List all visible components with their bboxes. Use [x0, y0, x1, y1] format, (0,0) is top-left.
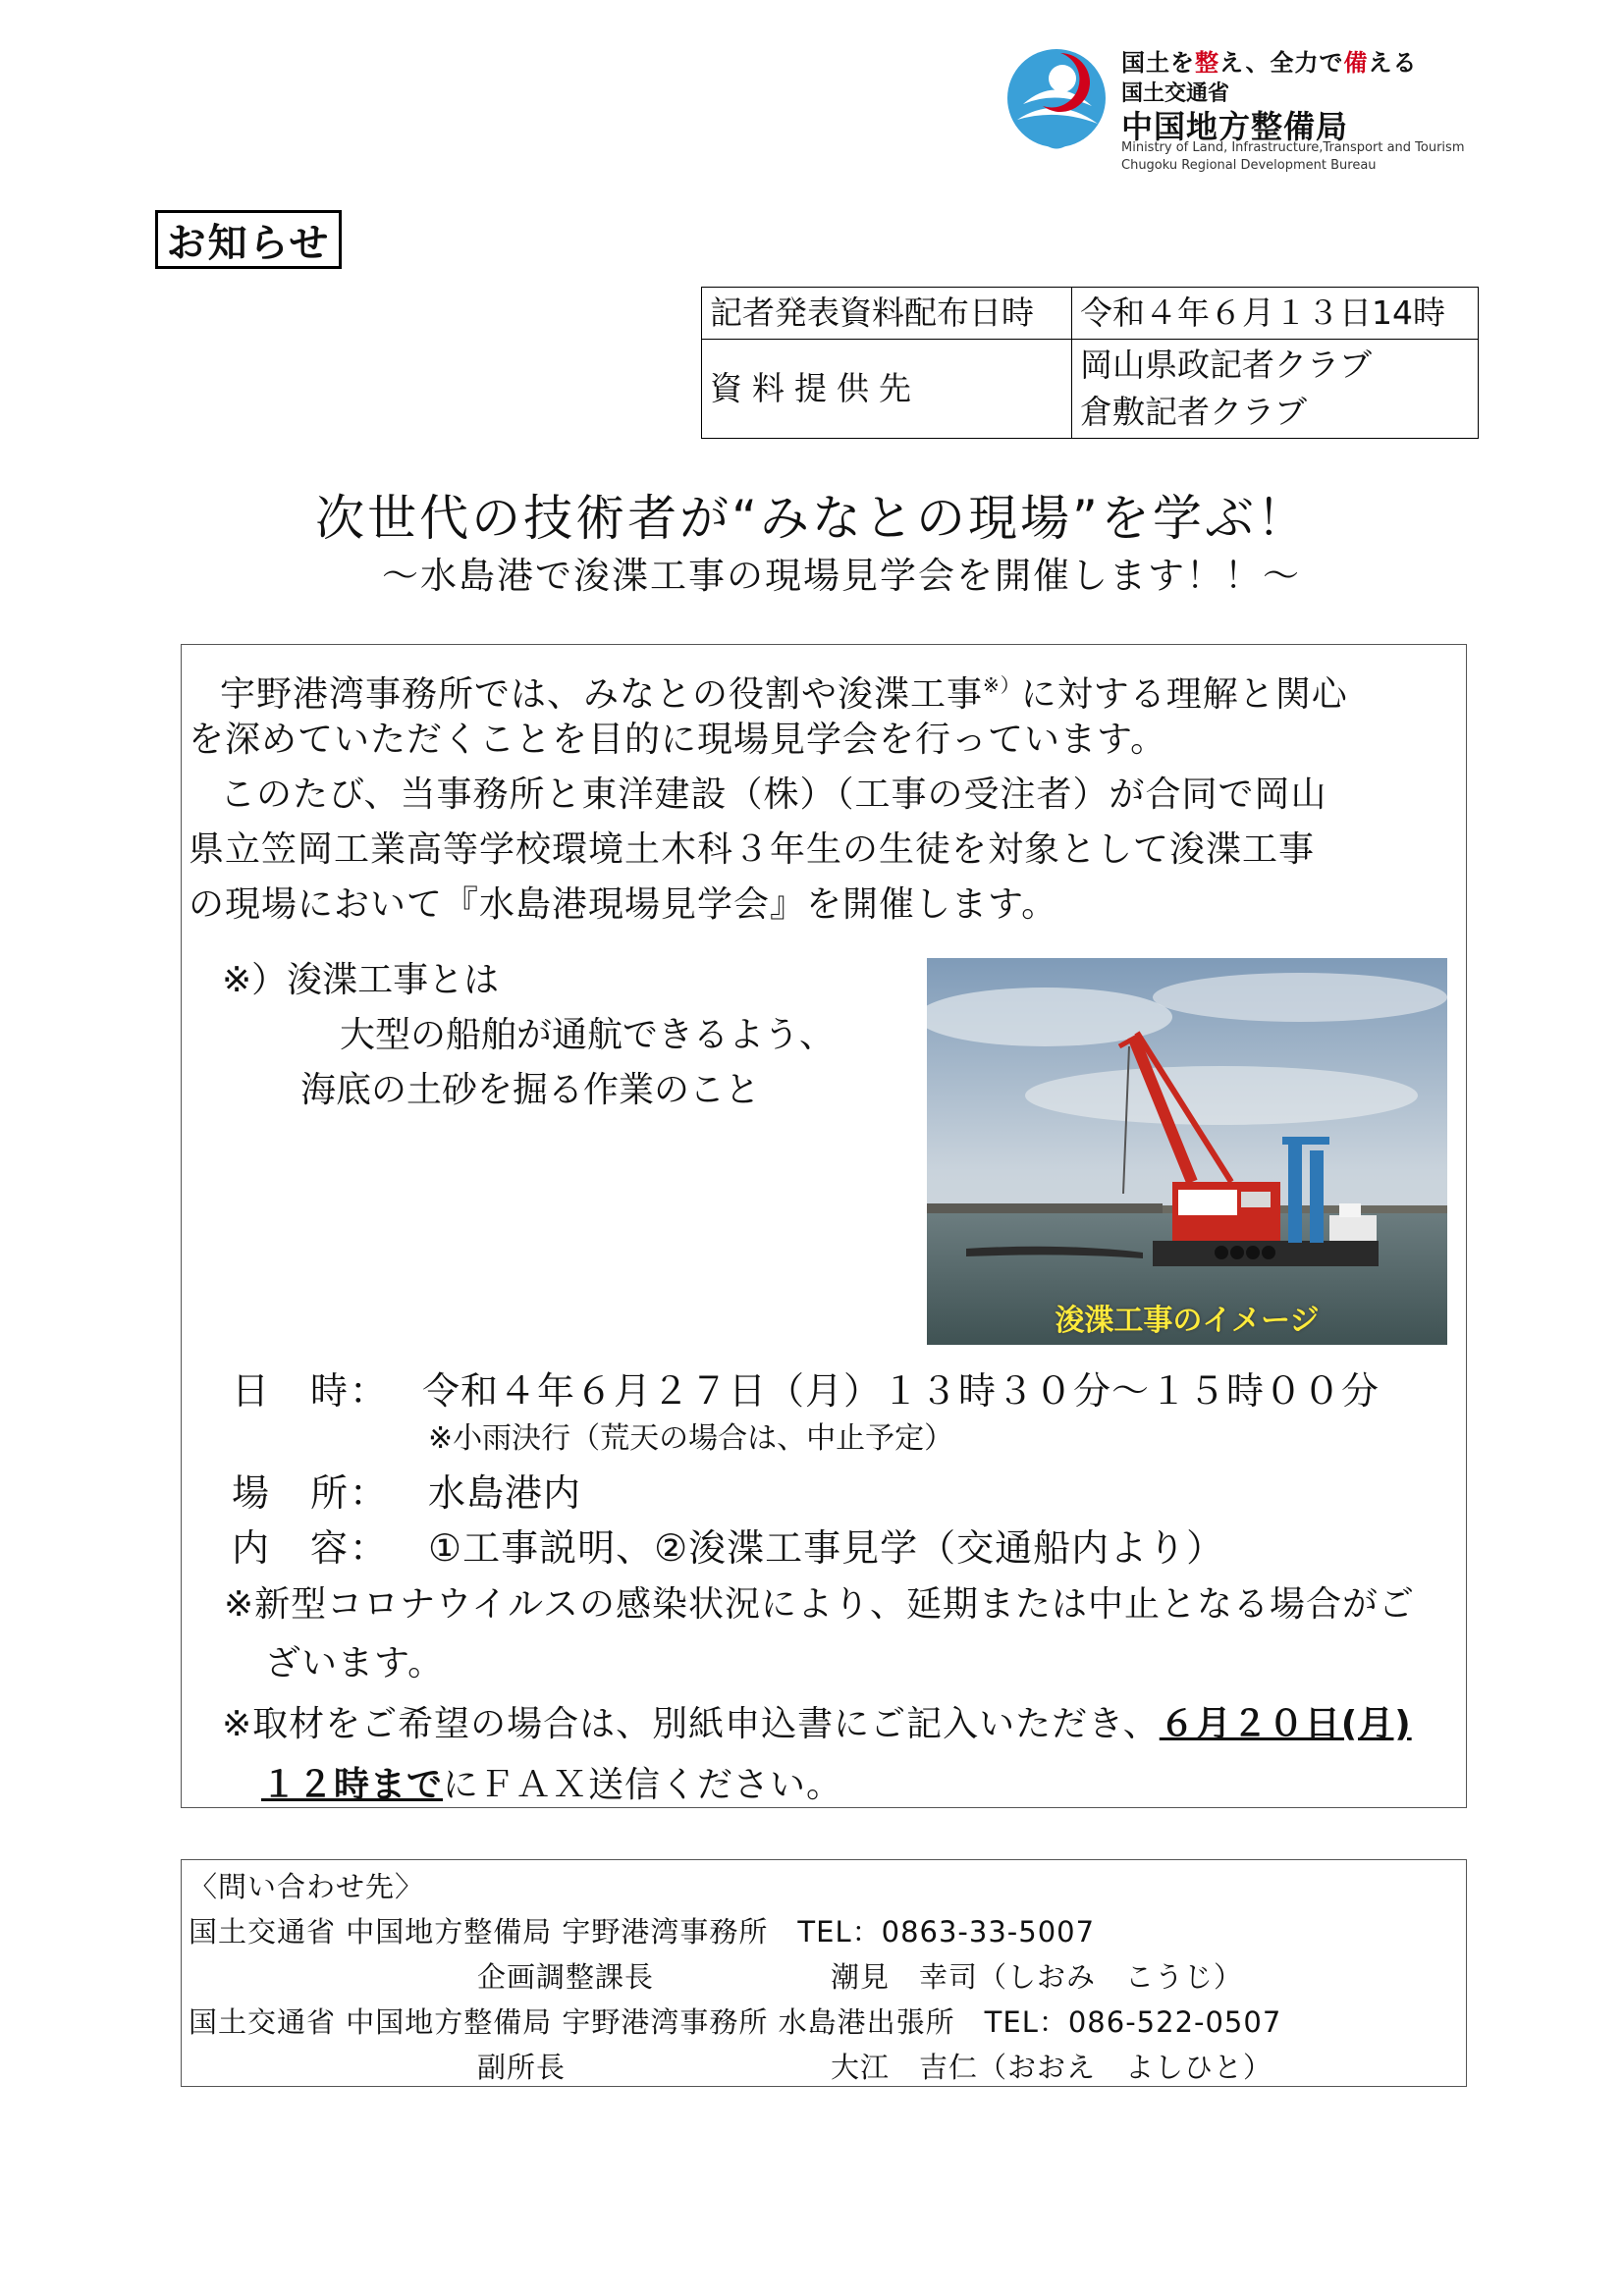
release-date-label: 記者発表資料配布日時 [702, 288, 1072, 340]
event-content-value: ①工事説明、②浚渫工事見学（交通船内より） [428, 1526, 1225, 1570]
event-place-label: 場 所： [232, 1471, 390, 1515]
body-paragraph-1-line-1: 宇野港湾事務所では、みなとの役割や浚渫工事※）に対する理解と関心 [220, 673, 1348, 715]
event-content-label: 内 容： [232, 1526, 390, 1570]
recipient-label: 資料提供先 [702, 340, 1072, 439]
bureau-slogan: 国土を整え、全力で備える [1121, 49, 1418, 77]
contact-person-1-name: 潮見 幸司（しおみ こうじ） [831, 1960, 1244, 1994]
release-date-value: 令和４年６月１３日14時 [1072, 288, 1479, 340]
table-row [702, 340, 1479, 439]
contact-office-1: 国土交通省 中国地方整備局 宇野港湾事務所 TEL：0863-33-5007 [189, 1915, 1096, 1949]
table-row [702, 288, 1479, 340]
contact-office-2: 国土交通省 中国地方整備局 宇野港湾事務所 水島港出張所 TEL：086-522-0507 [189, 2005, 1282, 2039]
contact-person-2-name: 大江 吉仁（おおえ よしひと） [831, 2051, 1273, 2084]
press-note-line-1: ※取材をご希望の場合は、別紙申込書にご記入いただき、６月２０日(月) [222, 1704, 1412, 1744]
release-info-table [701, 287, 1479, 439]
body-paragraph-2-line-2: 県立笠岡工業高等学校環境土木科３年生の生徒を対象として浚渫工事 [189, 829, 1316, 870]
bureau-logo-mark [1003, 45, 1110, 163]
contact-person-2-title: 副所長 [477, 2051, 567, 2084]
ministry-english-name: Ministry of Land, Infrastructure,Transport and Tourism [1121, 140, 1465, 155]
press-note-line-2: １２時までにＦＡＸ送信ください。 [261, 1765, 843, 1805]
rain-note: ※小雨決行（荒天の場合は、中止予定） [428, 1421, 954, 1456]
recipient-item: 岡山県政記者クラブ [1080, 346, 1372, 384]
contact-person-1-title: 企画調整課長 [477, 1960, 655, 1994]
recipient-item: 倉敷記者クラブ [1080, 393, 1307, 431]
covid-note-line-1: ※新型コロナウイルスの感染状況により、延期または中止となる場合がご [224, 1584, 1416, 1625]
event-place-value: 水島港内 [428, 1471, 582, 1515]
recipient-values [1072, 340, 1479, 439]
contact-heading: 〈問い合わせ先〉 [189, 1870, 425, 1903]
deadline-date: ６月２０日(月) [1159, 1704, 1412, 1744]
ministry-name: 国土交通省 [1121, 81, 1230, 106]
body-paragraph-2-line-3: の現場において『水島港現場見学会』を開催します。 [189, 884, 1058, 925]
covid-note-line-2: ざいます。 [265, 1643, 445, 1683]
page-subtitle: ～水島港で浚渫工事の現場見学会を開催します！！～ [382, 555, 1301, 597]
page-title: 次世代の技術者が“みなとの現場”を学ぶ！ [315, 490, 1309, 547]
footnote-line-1: 大型の船舶が通航できるよう、 [340, 1015, 836, 1055]
photo-caption: 浚渫工事のイメージ [1055, 1304, 1320, 1338]
event-date-value: 令和４年６月２７日（月）１３時３０分～１５時００分 [422, 1369, 1380, 1413]
footnote-title: ※）浚渫工事とは [222, 960, 500, 1000]
body-paragraph-2-line-1: このたび、当事務所と東洋建設（株）（工事の受注者）が合同で岡山 [220, 774, 1327, 815]
body-paragraph-1-line-2: を深めていただくことを目的に現場見学会を行っています。 [189, 720, 1167, 760]
event-date-label: 日 時： [232, 1369, 390, 1413]
dredging-work-photo [927, 958, 1447, 1345]
bureau-english-name: Chugoku Regional Development Bureau [1121, 158, 1377, 173]
footnote-line-2: 海底の土砂を掘る作業のこと [300, 1070, 761, 1110]
bureau-name: 中国地方整備局 [1121, 108, 1349, 145]
deadline-time: １２時まで [261, 1765, 444, 1805]
notice-label: お知らせ [155, 210, 342, 269]
